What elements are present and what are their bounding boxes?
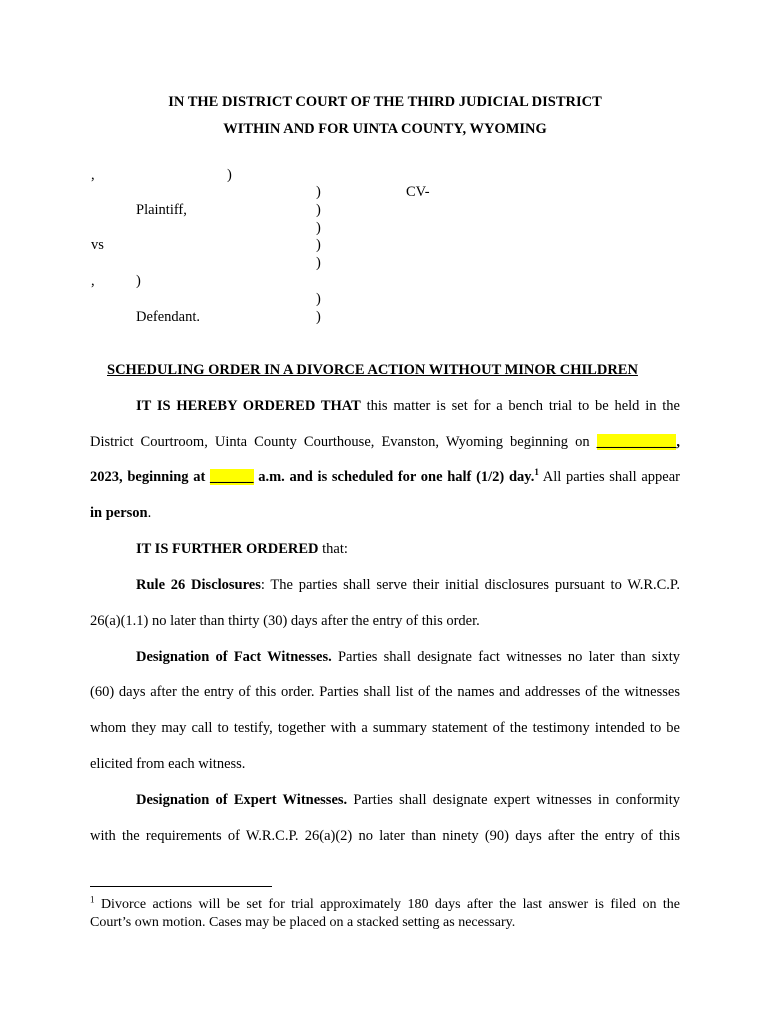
text-span: : The parties shall serve their initial disclosures pursuant to W.R.C.P. [260, 577, 680, 593]
expert-witnesses-heading: Designation of Expert Witnesses. [136, 792, 348, 808]
text-line: with the requirements of W.R.C.P. 26(a)(2) no later than ninety (90) days after the entry of this [90, 828, 680, 844]
caption-paren: ) [316, 220, 321, 236]
text-span: . [147, 505, 152, 521]
text-line: Court’s own motion. Cases may be placed on a stacked setting as necessary. [90, 915, 516, 930]
trial-date-blank[interactable]: ___________ [596, 434, 677, 450]
text-span: 2023, beginning at [90, 469, 206, 485]
plaintiff-name-blank: , [91, 167, 95, 183]
text-line: 26(a)(1.1) no later than thirty (30) days after the entry of this order. [90, 613, 480, 629]
text-line: elicited from each witness. [90, 756, 246, 772]
caption-paren: ) [316, 184, 321, 200]
caption-paren: ) [316, 255, 321, 271]
court-name-line2: WITHIN AND FOR UINTA COUNTY, WYOMING [223, 121, 547, 137]
defendant-label: Defendant. [136, 309, 201, 325]
text-line: whom they may call to testify, together with a summary statement of the testimony intended to be [90, 720, 680, 736]
text-span: that: [318, 541, 348, 557]
text-span: Parties shall designate fact witnesses no later than sixty [331, 649, 680, 665]
footnote-separator [90, 886, 272, 887]
text-span: this matter is set for a bench trial to be held in the [360, 398, 680, 414]
caption-paren: ) [136, 273, 141, 289]
trial-time-blank[interactable]: ______ [210, 469, 254, 485]
text-span: , [676, 434, 681, 450]
plaintiff-label: Plaintiff, [136, 202, 187, 218]
court-name-line1: IN THE DISTRICT COURT OF THE THIRD JUDICIAL DISTRICT [168, 94, 602, 110]
text-span: Divorce actions will be set for trial approximately 180 days after the last answer is filed on the [94, 897, 680, 912]
defendant-name-blank: , [91, 273, 95, 289]
case-number: CV- [406, 184, 430, 200]
versus-label: vs [91, 237, 104, 253]
order-title: SCHEDULING ORDER IN A DIVORCE ACTION WITHOUT MINOR CHILDREN [107, 362, 638, 378]
text-span: Parties shall designate expert witnesses in conformity [347, 792, 681, 808]
text-span: a.m. and is scheduled for one half (1/2) day. [253, 469, 535, 485]
text-span: All parties shall appear [538, 469, 680, 485]
caption-paren: ) [316, 237, 321, 253]
footnote-number: 1 [90, 894, 95, 905]
order-lead: IT IS HEREBY ORDERED THAT [136, 398, 361, 414]
text-span: IT IS FURTHER ORDERED [136, 541, 319, 557]
text-span: District Courtroom, Uinta County Courthouse, Evanston, Wyoming beginning on [90, 434, 590, 450]
text-span: in person [90, 505, 148, 521]
footnote-reference[interactable]: 1 [534, 467, 539, 478]
caption-paren: ) [227, 167, 232, 183]
rule26-heading: Rule 26 Disclosures [136, 577, 261, 593]
caption-paren: ) [316, 309, 321, 325]
caption-paren: ) [316, 202, 321, 218]
caption-paren: ) [316, 291, 321, 307]
further-ordered-line [136, 541, 348, 558]
fact-witnesses-heading: Designation of Fact Witnesses. [136, 649, 332, 665]
text-line: (60) days after the entry of this order. Parties shall list of the names and addresses of the witnesses [90, 684, 680, 700]
